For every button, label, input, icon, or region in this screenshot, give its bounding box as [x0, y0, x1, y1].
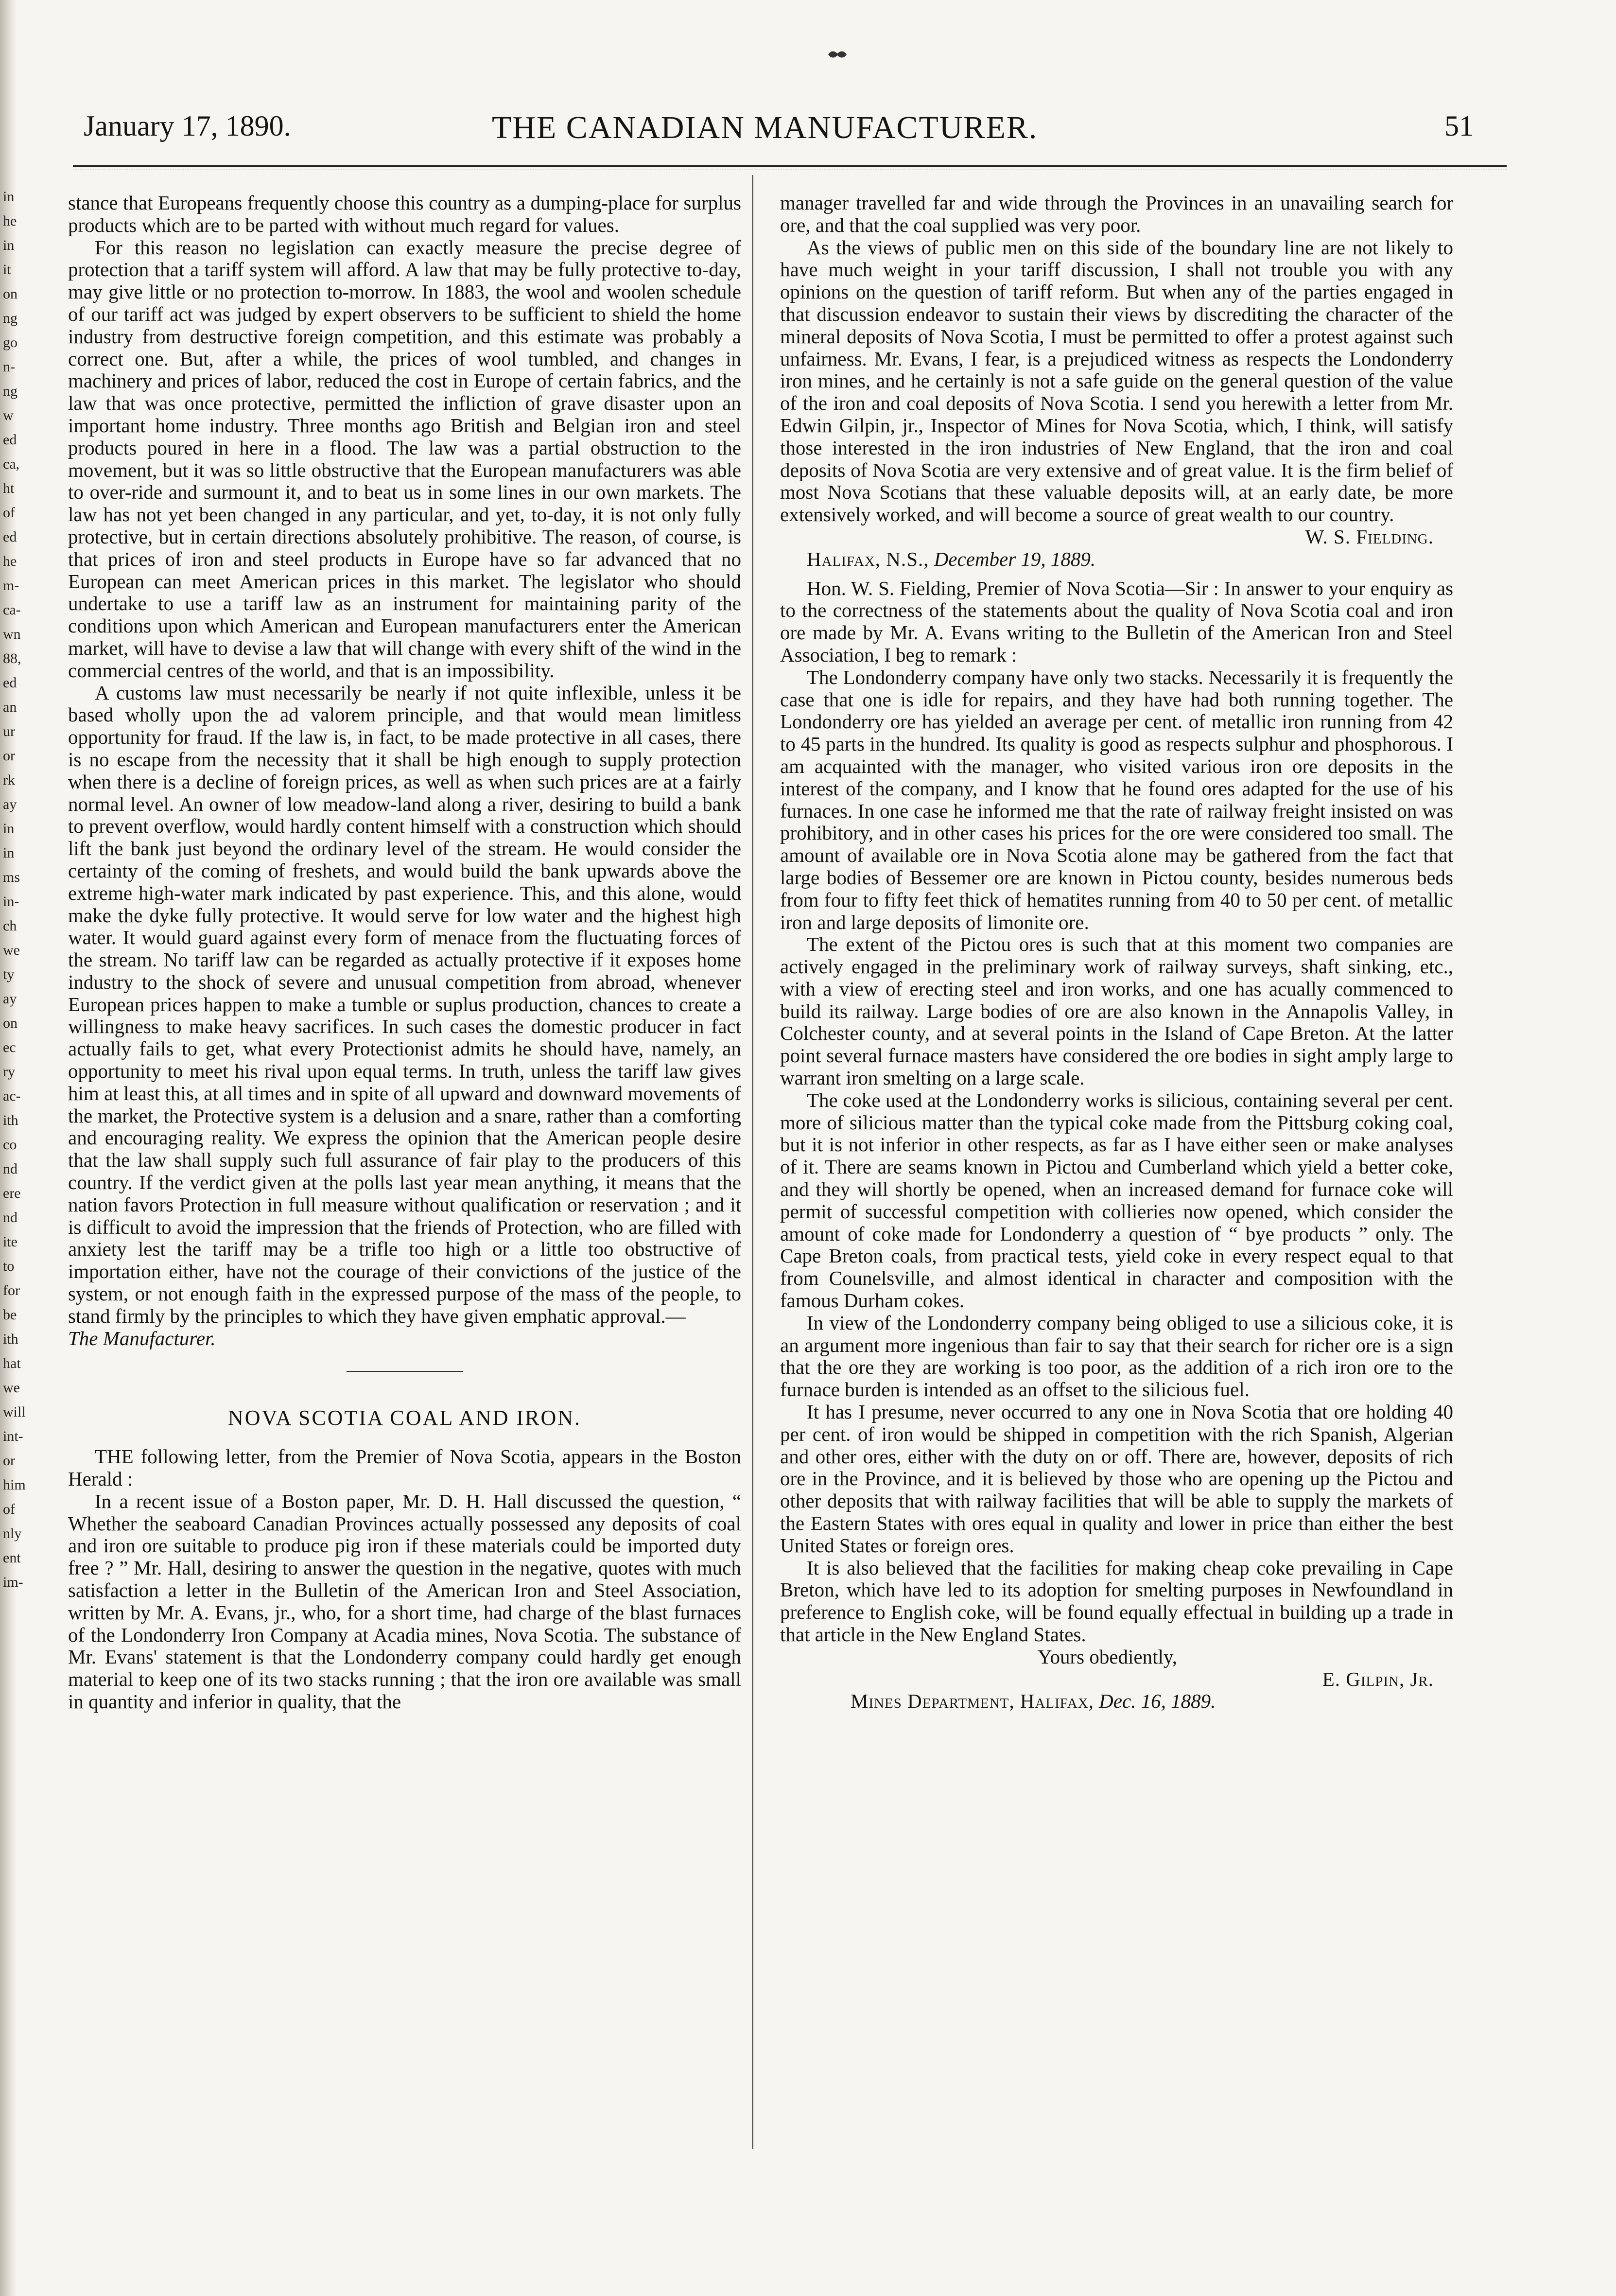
previous-page-margin-fragments [3, 185, 26, 2129]
letter-paragraph: In view of the Londonderry company being obliged to use a silicious coke, it is an argument more ingenious than fair to say that their search for richer ore is a sign that the ore they are working is too poor, as the addition of a rich iron ore to the furnace burden is intended as an offset to the silicious fuel. [780, 1311, 1453, 1401]
margin-fragment: w [3, 407, 14, 423]
margin-fragment: im- [3, 1574, 23, 1590]
letter-paragraph: The extent of the Pictou ores is such that at this moment two companies are actively engaged in the preliminary work of railway surveys, shaft sinking, etc., with a view of erecting steel and iron works, and one has acually commenced to build its railway. Large bodies of ore are also known in the Annapolis Valley, in Colchester county, and at several points in the Island of Cape Breton. At the latter point several furnace masters have considered the ore bodies in sight amply large to warrant iron smelting on a large scale. [780, 933, 1453, 1089]
margin-fragment: ty [3, 966, 15, 982]
margin-fragment: ent [3, 1550, 21, 1566]
margin-fragment: n- [3, 359, 15, 375]
margin-fragment: ch [3, 918, 17, 934]
right-column [780, 192, 1453, 1713]
page-number: 51 [1444, 110, 1474, 142]
margin-fragment: him [3, 1477, 26, 1493]
article-heading: NOVA SCOTIA COAL AND IRON. [227, 1406, 582, 1430]
publication-title: THE CANADIAN MANUFACTURER. [492, 110, 1038, 145]
margin-fragment: ed [3, 432, 17, 448]
margin-fragment: or [3, 748, 15, 764]
body-paragraph: manager travelled far and wide through the Provinces in an unavailing search for ore, and that the coal supplied was very poor. [780, 192, 1453, 236]
margin-fragment: hat [3, 1355, 21, 1371]
margin-fragment: int- [3, 1428, 23, 1444]
margin-fragment: ca- [3, 602, 21, 618]
margin-fragment: ite [3, 1234, 17, 1250]
margin-fragment: in- [3, 894, 19, 910]
header-rule [73, 165, 1507, 170]
signature-fielding: W. S. Fielding. [1305, 525, 1434, 548]
issue-date: January 17, 1890. [84, 110, 291, 142]
letter-closing: Yours obediently, [1038, 1645, 1178, 1668]
margin-fragment: ed [3, 675, 17, 691]
margin-fragment: ith [3, 1331, 18, 1347]
margin-fragment: will [3, 1404, 26, 1420]
margin-fragment: in [3, 189, 15, 205]
margin-fragment: m- [3, 578, 19, 594]
margin-fragment: in [3, 821, 15, 837]
margin-fragment: or [3, 1453, 15, 1469]
letter-paragraph: The coke used at the Londonderry works is silicious, containing several per cent. more of silicious matter than the typical coke made from the Pittsburg coking coal, but it is not inferior in other respects, as far as I have either seen or make analyses of it. There are seams known in Pictou and Cumberland which yield a better coke, and they will shortly be opened, when an increased demand for furnace coke will permit of successful competition with collieries now opened, which consider the amount of coke made for Londonderry a question of “ bye products ” only. The Cape Breton coals, from practical tests, yield coke in every respect equal to that from Counelsville, and almost identical in character and composition with the famous Durham cokes. [780, 1088, 1453, 1312]
margin-fragment: he [3, 553, 17, 569]
margin-fragment: ht [3, 480, 15, 496]
margin-fragment: ng [3, 310, 17, 326]
column-divider [752, 175, 753, 2149]
letter-paragraph: It is also believed that the facilities for making cheap coke prevailing in Cape Breton, which have led to its adoption for smelting purposes in Newfoundland in preference to English coke, will be found equally effectual in building up a trade in that article in the New England States. [780, 1556, 1453, 1646]
margin-fragment: for [3, 1282, 20, 1298]
letter-dateline [780, 548, 1453, 571]
margin-fragment: of [3, 1501, 15, 1517]
dateline-date: December 19, 1889. [934, 547, 1096, 570]
margin-fragment: rk [3, 772, 15, 788]
margin-fragment: on [3, 286, 17, 302]
footer-place: Mines Department, Halifax, [851, 1690, 1094, 1713]
signature-gilpin: E. Gilpin, Jr. [1322, 1667, 1434, 1690]
margin-fragment: he [3, 213, 17, 229]
margin-fragment: ed [3, 529, 17, 545]
printer-ornament-icon [826, 48, 849, 61]
margin-fragment: ry [3, 1064, 15, 1080]
margin-fragment: ac- [3, 1088, 21, 1104]
margin-fragment: in [3, 237, 15, 253]
margin-fragment: nd [3, 1161, 17, 1177]
margin-fragment: an [3, 699, 17, 715]
margin-fragment: nly [3, 1525, 22, 1542]
body-paragraph: For this reason no legislation can exactly measure the precise degree of protection that a tariff system will afford. A law that may be fully protective to-day, may give little or no protection to-morrow. In 1883, the wool and woolen schedule of our tariff act was judged by expert observers to be sufficient to shield the home industry from destructive foreign competition, and this estimate was probably a correct one. But, after a while, the prices of wool tumbled, and changes in machinery and prices of labor, reduced the cost in Europe of certain fabrics, and the law that was once protective, permitted the infliction of grave disaster upon an important home industry. Three months ago British and Belgian iron and steel products poured in here in a flood. The law was a partial obstruction to the movement, but it was so little obstructive that the European manufacturers was able to over-ride and surmount it, and to beat us in some lines in our own markets. The law has not yet been changed in any particular, and yet, to-day, it is not only fully protective, but in certain directions absolutely prohibitive. The reason, of course, is that prices of iron and steel products in Europe have so far advanced that no European can meet American prices in this market. The legislator who should undertake to use a tariff law as an instrument for maintaining parity of the conditions upon which American and European manufacturers enter the American market, will have to devise a law that will change with every shift of the wind in the commercial centres of the world, and that is an impossibility. [68, 236, 741, 682]
margin-fragment: we [3, 1380, 20, 1396]
article-paragraph: In a recent issue of a Boston paper, Mr. D. H. Hall discussed the question, “ Whether the seaboard Canadian Provinces actually possessed any deposits of coal and iron ore suitable to produce pig iron if these materials could be imported duty free ? ” Mr. Hall, desiring to answer the question in the negative, quotes with much satisfaction a letter in the Bulletin of the American Iron and Steel Association, written by Mr. A. Evans, jr., who, for a short time, had charge of the blast furnaces of the Londonderry Iron Company at Acadia mines, Nova Scotia. The substance of Mr. Evans' statement is that the Londonderry company could hardly get enough material to keep one of its two stacks running ; that the iron ore available was small in quantity and inferior in quality, that the [68, 1490, 741, 1713]
article-intro: THE following letter, from the Premier of Nova Scotia, appears in the Boston Herald : [68, 1445, 741, 1490]
margin-fragment: wn [3, 626, 21, 642]
margin-fragment: ng [3, 383, 17, 399]
letter-paragraph: The Londonderry company have only two stacks. Necessarily it is frequently the case that one is idle for repairs, and they have had both running together. The Londonderry ore has yielded an average per cent. of metallic iron running from 42 to 45 parts in the hundred. Its quality is good as respects sulphur and phosphorous. I am acquainted with the manager, who visited various iron ore deposits in the interest of the company, and I know that he found ores adapted for the use of his furnaces. In one case he informed me that the rate of railway freight insisted on was prohibitory, and in other cases his prices for the ore were considered too small. The amount of available ore in Nova Scotia alone may be gathered from the fact that large bodies of Bessemer ore are known in Pictou county, besides numerous beds from four to fifty feet thick of hematites running from 40 to 50 per cent. of metallic iron and large deposits of limonite ore. [780, 666, 1453, 933]
margin-fragment: ur [3, 723, 15, 739]
left-column [68, 192, 741, 1713]
section-rule [347, 1371, 463, 1372]
footer-date: Dec. 16, 1889. [1099, 1690, 1216, 1713]
margin-fragment: of [3, 505, 15, 521]
margin-fragment: it [3, 262, 11, 278]
margin-fragment: in [3, 845, 15, 861]
dateline-place: Halifax, N.S., [807, 547, 929, 570]
margin-fragment: ay [3, 796, 17, 812]
letter-paragraph: Hon. W. S. Fielding, Premier of Nova Scotia—Sir : In answer to your enquiry as to the correctness of the statements about the quality of Nova Scotia coal and iron ore made by Mr. A. Evans writing to the Bulletin of the American Iron and Steel Association, I beg to remark : [780, 577, 1453, 666]
margin-fragment: 88, [3, 650, 21, 666]
margin-fragment: co [3, 1137, 17, 1153]
body-paragraph: As the views of public men on this side of the boundary line are not likely to have much weight in your tariff discussion, I shall not trouble you with any opinions on the question of tariff reform. But when any of the parties engaged in that discussion endeavor to sustain their views by discrediting the character of the mineral deposits of Nova Scotia, I must be permitted to offer a protest against such unfairness. Mr. Evans, I fear, is a prejudiced witness as respects the Londonderry iron mines, and he certainly is not a safe guide on the general question of the value of the iron and coal deposits of Nova Scotia. I send you herewith a letter from Mr. Edwin Gilpin, jr., Inspector of Mines for Nova Scotia, which, I think, will satisfy those interested in the iron industries of New England, that the iron and coal deposits of Nova Scotia are very extensive and of great value. It is the firm belief of most Nova Scotians that these valuable deposits will, at an early date, be more extensively worked, and will become a source of great wealth to our country. [780, 236, 1453, 526]
letter-footer [780, 1690, 1453, 1713]
margin-fragment: we [3, 942, 20, 958]
margin-fragment: ith [3, 1112, 18, 1128]
margin-fragment: on [3, 1015, 17, 1031]
margin-fragment: to [3, 1258, 15, 1274]
margin-fragment: ms [3, 869, 20, 885]
margin-fragment: ec [3, 1039, 16, 1055]
margin-fragment: ay [3, 991, 17, 1007]
page-header [84, 109, 1503, 153]
margin-fragment: ere [3, 1185, 21, 1201]
margin-fragment: be [3, 1307, 17, 1323]
margin-fragment: ca, [3, 456, 20, 472]
margin-fragment: nd [3, 1209, 17, 1226]
body-paragraph: A customs law must necessarily be nearly if not quite inflexible, unless it be based wholly upon the ad valorem principle, and that would mean limitless opportunity for fraud. If the law is, in fact, to be made protective in all cases, there is no escape from the necessity that it shall be high enough to supply protection when there is a decline of foreign prices, as well as when such prices are at a fairly normal level. An owner of low meadow-land along a river, desiring to build a bank to prevent overflow, would hardly content himself with a construction which should lift the bank just beyond the ordinary level of the stream. He would consider the certainty of the coming of freshets, and would build the bank upwards above the extreme high-water mark indicated by past experience. This, and this alone, would make the dyke fully protective. It would serve for low water and the highest high water. It would guard against every form of menace from the fluctuating forces of the stream. No tariff law can be regarded as actually protective if it exposes home industry to the shock of severe and unusual competition from abroad, whenever European prices happen to make a tumble or suplus production, chances to create a willingness to make heavy sacrifices. In such cases the domestic producer in fact actually fails to get, what every Protectionist admits he should have, namely, an opportunity to meet his rival upon equal terms. In truth, unless the tariff law gives him at least this, at all times and in spite of all upward and downward movements of the market, the Protective system is a delusion and a snare, rather than a comforting and encouraging reality. We express the opinion that the American people desire that the law shall supply such full assurance of fair play to the producers of this country. If the verdict given at the polls last year mean anything, it means that the nation favors Protection in full measure without qualification or reservation ; and it is difficult to avoid the impression that the friends of Protection, who are filled with anxiety lest the tariff may be a trifle too high or a little too obstructive of importation either, have not the courage of their convictions of the justice of the system, or not enough faith in the expressed purpose of the mass of the people, to stand firmly by the principles to which they have given emphatic approval.— [68, 681, 741, 1327]
article-source: The Manufacturer. [68, 1327, 216, 1350]
margin-fragment: go [3, 334, 17, 351]
letter-paragraph: It has I presume, never occurred to any one in Nova Scotia that ore holding 40 per cent. of iron would be shipped in competition with the rich Spanish, Algerian and other ores, either with the duty on or off. There are, however, deposits of rich ore in the Province, and it is believed by those who are opening up the Pictou and other deposits that with railway facilities that will be able to supply the markets of the Eastern States with ores equal in quality and lower in price than either the best United States or foreign ores. [780, 1401, 1453, 1557]
body-paragraph: stance that Europeans frequently choose this country as a dumping-place for surplus products which are to be parted with without much regard for values. [68, 192, 741, 236]
